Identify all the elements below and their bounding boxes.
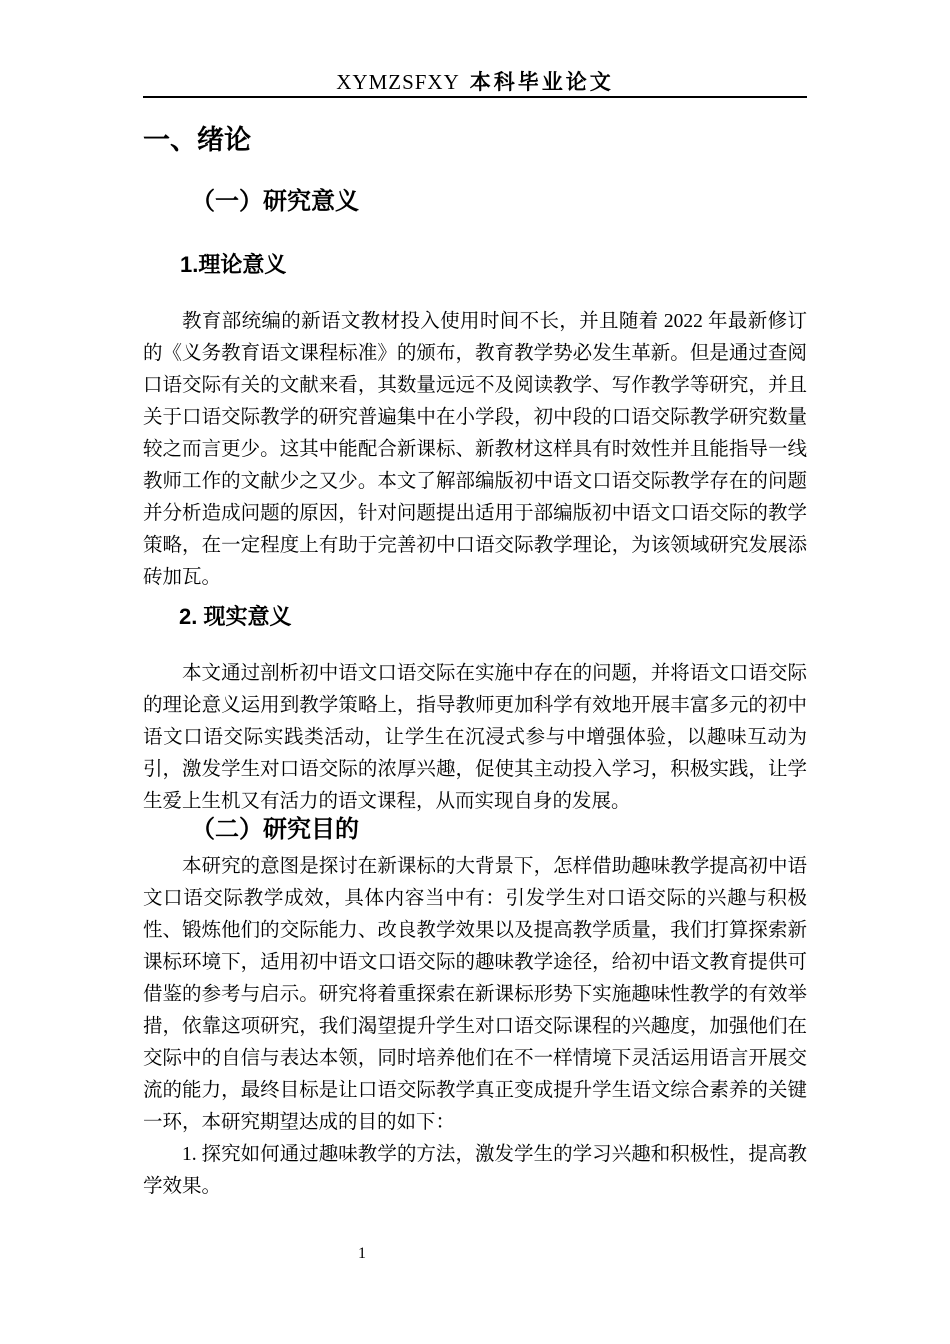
header-divider xyxy=(143,96,807,98)
paragraph-goal-item-1: 1. 探究如何通过趣味教学的方法，激发学生的学习兴趣和积极性，提高教学效果。 xyxy=(143,1144,807,1197)
paragraph-block-theory xyxy=(143,306,807,594)
subsection-heading-theoretical-significance: 1.理论意义 xyxy=(180,252,287,277)
header-doc-type: 本科毕业论文 xyxy=(469,70,614,94)
paragraph-theoretical-significance: 教育部统编的新语文教材投入使用时间不长，并且随着 2022 年最新修订的《义务教育语文课程标准》的颁布，教育教学势必发生革新。但是通过查阅口语交际有关的文献来看，其数量远远不及阅读教学、写作教学等研究，并且关于口语交际教学的研究普遍集中在小学段，初中段的口语交际教学研究数量较之而言更少。这其中能配合新课标、新教材这样具有时效性并且能指导一线教师工作的文献少之又少。本文了解部编版初中语文口语交际教学存在的问题并分析造成问题的原因，针对问题提出适用于部编版初中语文口语交际的教学策略，在一定程度上有助于完善初中口语交际教学理论，为该领域研究发展添砖加瓦。 xyxy=(143,311,807,588)
chapter-heading: 一、绪论 xyxy=(143,125,251,155)
paragraph-practical-significance: 本文通过剖析初中语文口语交际在实施中存在的问题，并将语文口语交际的理论意义运用到教学策略上，指导教师更加科学有效地开展丰富多元的初中语文口语交际实践类活动，让学生在沉浸式参与中增强体验，以趣味互动为引，激发学生对口语交际的浓厚兴趣，促使其主动投入学习，积极实践，让学生爱上生机又有活力的语文课程，从而实现自身的发展。 xyxy=(143,663,807,812)
paragraph-research-purpose: 本研究的意图是探讨在新课标的大背景下，怎样借助趣味教学提高初中语文口语交际教学成效，具体内容当中有：引发学生对口语交际的兴趣与积极性、锻炼他们的交际能力、改良教学效果以及提高教学质量，我们打算探索新课标环境下，适用初中语文口语交际的趣味教学途径，给初中语文教育提供可借鉴的参考与启示。研究将着重探索在新课标形势下实施趣味性教学的有效举措，依靠这项研究，我们渴望提升学生对口语交际课程的兴趣度，加强他们在交际中的自信与表达本领，同时培养他们在不一样情境下灵活运用语言开展交流的能力，最终目标是让口语交际教学真正变成提升学生语文综合素养的关键一环，本研究期望达成的目的如下： xyxy=(143,856,807,1133)
header-school-code: XYMZSFXY xyxy=(336,70,460,94)
paragraph-block-purpose xyxy=(143,851,807,1203)
section-heading-research-significance: （一）研究意义 xyxy=(191,188,359,215)
page-number: 1 xyxy=(358,1245,366,1262)
subsection-heading-practical-significance: 2. 现实意义 xyxy=(179,604,292,629)
paragraph-block-reality xyxy=(143,658,807,818)
page-header xyxy=(143,66,807,96)
section-heading-research-purpose: （二）研究目的 xyxy=(191,816,359,843)
